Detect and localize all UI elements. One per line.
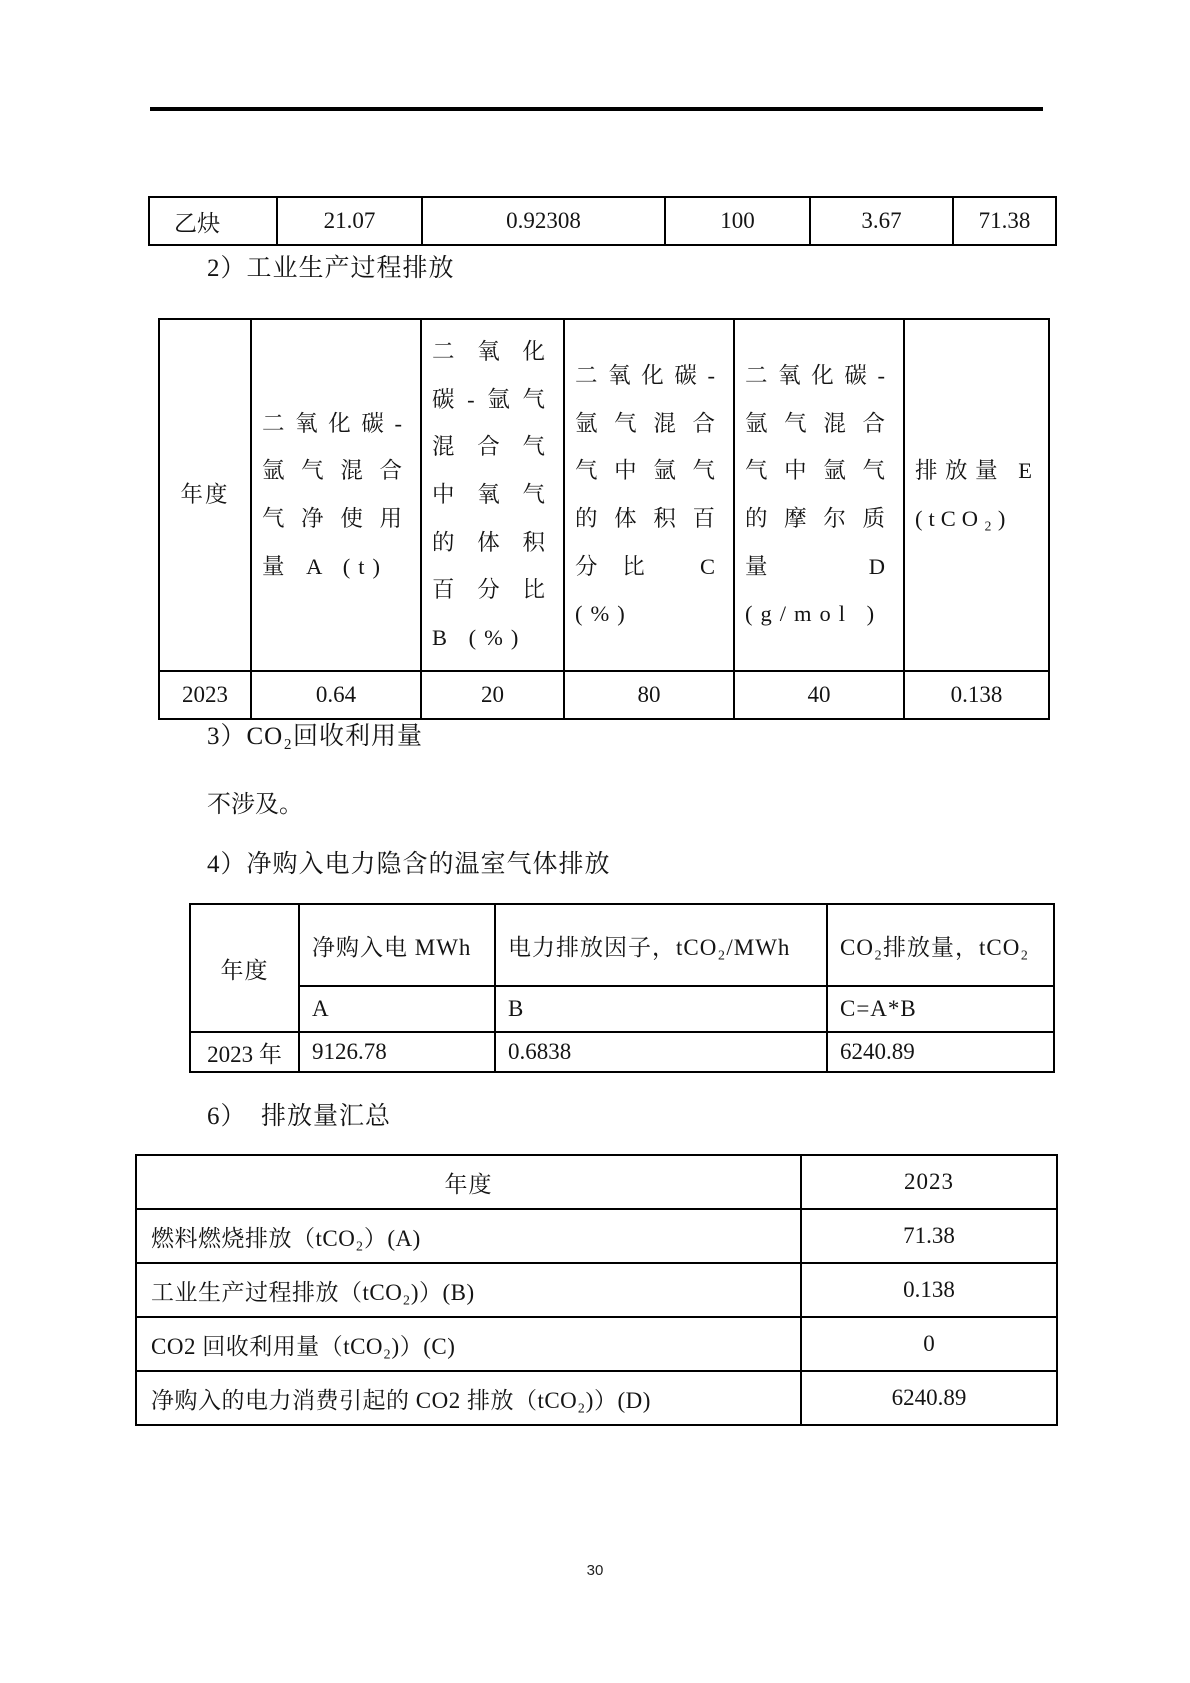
value-cell: 0.6838 <box>495 1032 827 1072</box>
table-row <box>159 671 1049 719</box>
fuel-value-cell: 0.92308 <box>422 197 665 245</box>
table-subheader-row <box>190 986 1054 1032</box>
section-heading-process: 2）工业生产过程排放 <box>207 255 455 282</box>
header-cell-emission-factor: 电力排放因子，tCO₂/MWh <box>495 904 827 986</box>
subheader-cell-c: C=A*B <box>827 986 1054 1032</box>
fuel-value-cell: 100 <box>665 197 810 245</box>
header-cell-net-use: 二氧化碳-氩气混合气净使用量 A (t) <box>251 319 421 671</box>
header-cell-year: 年度 <box>136 1155 801 1209</box>
summary-value-electricity: 6240.89 <box>801 1371 1057 1425</box>
table-header-row <box>159 319 1049 671</box>
section-heading-recovery: 3）CO₂回收利用量 <box>207 723 423 750</box>
header-cell-year: 年度 <box>159 319 251 671</box>
section-heading-electricity: 4）净购入电力隐含的温室气体排放 <box>207 851 611 878</box>
table-row <box>149 197 1056 245</box>
fuel-value-cell: 3.67 <box>810 197 953 245</box>
summary-label-process: 工业生产过程排放（tCO₂)）(B) <box>136 1263 801 1317</box>
year-cell: 2023 年 <box>190 1032 299 1072</box>
table-row <box>136 1209 1057 1263</box>
fuel-value-cell: 21.07 <box>277 197 422 245</box>
table-row <box>136 1263 1057 1317</box>
summary-value-fuel: 71.38 <box>801 1209 1057 1263</box>
header-rule <box>150 107 1043 111</box>
table-row <box>190 1032 1054 1072</box>
header-cell-oxygen-pct: 二氧化碳-氩气混合气中氧气的体积百分比 B (%) <box>421 319 564 671</box>
header-cell-2023: 2023 <box>801 1155 1057 1209</box>
table-header-row <box>190 904 1054 986</box>
header-cell-net-electricity: 净购入电 MWh <box>299 904 495 986</box>
summary-value-recovery: 0 <box>801 1317 1057 1371</box>
summary-value-process: 0.138 <box>801 1263 1057 1317</box>
summary-table <box>135 1154 1058 1426</box>
process-emission-table <box>158 318 1050 720</box>
header-cell-year: 年度 <box>190 904 299 1032</box>
header-cell-co2-emission: CO₂排放量，tCO₂ <box>827 904 1054 986</box>
recovery-note: 不涉及。 <box>207 792 303 818</box>
subheader-cell-b: B <box>495 986 827 1032</box>
summary-label-recovery: CO2 回收利用量（tCO₂)）(C) <box>136 1317 801 1371</box>
fuel-table-fragment <box>148 196 1057 246</box>
subheader-cell-a: A <box>299 986 495 1032</box>
value-cell: 0.138 <box>904 671 1049 719</box>
value-cell: 0.64 <box>251 671 421 719</box>
page-number: 30 <box>586 1562 604 1579</box>
value-cell: 9126.78 <box>299 1032 495 1072</box>
summary-label-electricity: 净购入的电力消费引起的 CO2 排放（tCO₂)）(D) <box>136 1371 801 1425</box>
section-heading-summary: 6） 排放量汇总 <box>207 1103 392 1130</box>
value-cell: 6240.89 <box>827 1032 1054 1072</box>
table-row <box>136 1317 1057 1371</box>
value-cell: 80 <box>564 671 734 719</box>
header-cell-emission: 排放量 E (tCO₂) <box>904 319 1049 671</box>
header-cell-argon-pct: 二氧化碳-氩气混合气中氩气的体积百分比 C (%) <box>564 319 734 671</box>
table-header-row <box>136 1155 1057 1209</box>
table-row <box>136 1371 1057 1425</box>
header-cell-argon-molar: 二氧化碳-氩气混合气中氩气的摩尔质量 D (g/mol ) <box>734 319 904 671</box>
electricity-emission-table <box>189 903 1055 1073</box>
value-cell: 20 <box>421 671 564 719</box>
fuel-value-cell: 71.38 <box>953 197 1056 245</box>
fuel-name-cell: 乙炔 <box>149 197 277 245</box>
value-cell: 40 <box>734 671 904 719</box>
summary-label-fuel: 燃料燃烧排放（tCO₂）(A) <box>136 1209 801 1263</box>
year-cell: 2023 <box>159 671 251 719</box>
